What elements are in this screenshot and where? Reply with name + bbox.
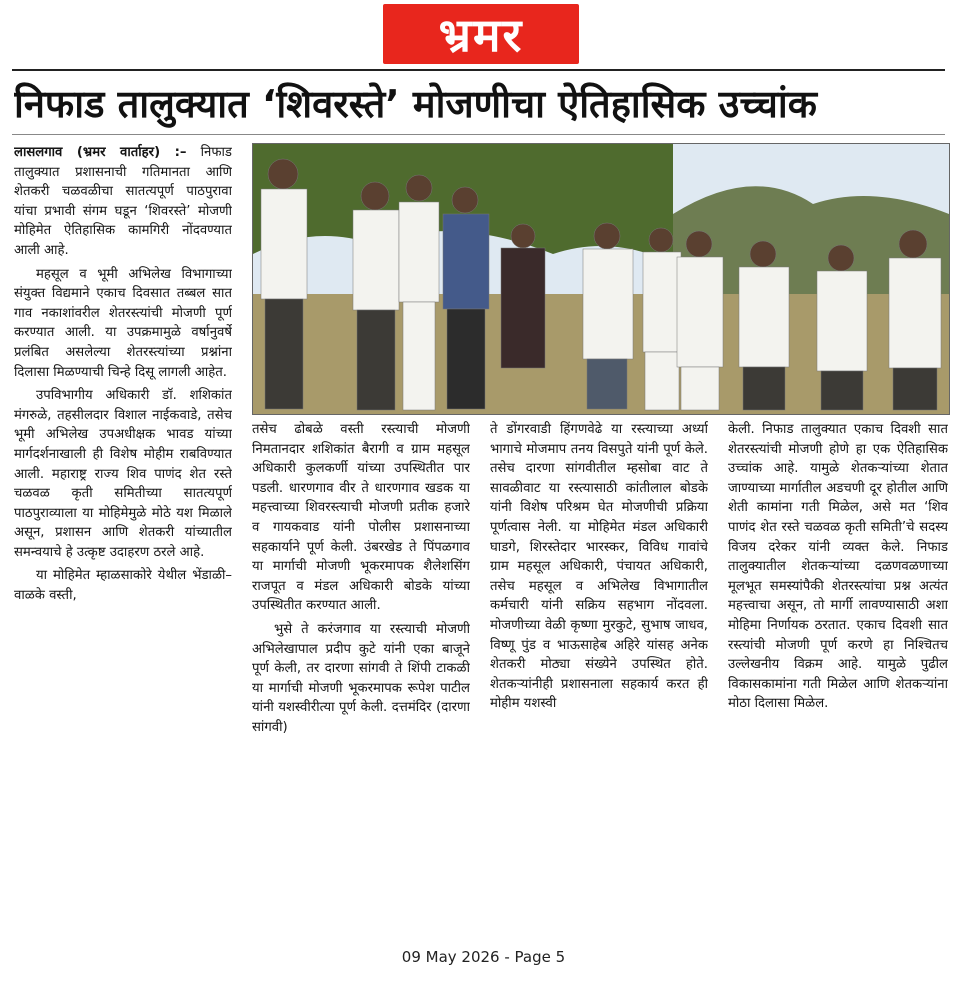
article-column-1 <box>14 143 232 918</box>
article-paragraph: महसूल व भूमी अभिलेख विभागाच्या संयुक्त विद्यमाने एकाच दिवसात तब्बल सात गाव नकाशांवरील शेतरस्त्यांची मोजणी पूर्ण करण्यात आली. या उपक्रमामुळे वर्षानुवर्षे प्रलंबित असलेल्या शेतरस्त्यांच्या प्रश्नांना दिलासा मिळण्याची चिन्हे दिसू लागली आहेत. <box>14 266 232 380</box>
person-figure <box>643 228 681 410</box>
person-figure <box>353 182 399 410</box>
headline-rule <box>12 134 945 135</box>
article-photo-group-of-farmers-and-officials <box>252 143 950 415</box>
person-figure <box>443 187 489 409</box>
person-figure <box>583 223 633 409</box>
top-rule <box>12 69 945 71</box>
article-paragraph: तसेच ढोबळे वस्ती रस्त्याची मोजणी निमतानदार शशिकांत बैरागी व ग्राम महसूल अधिकारी कुलकर्णी यांच्या उपस्थितीत पार पडली. धारणगाव वीर ते धारणगाव खडक या महत्त्वाच्या शिवरस्त्याची मोजणी प्रतीक हजारे व गायकवाड यांनी पोलीस प्रशासनाच्या सहकार्याने पूर्ण केली. उंबरखेड ते पिंपळगाव या मार्गाची मोजणी भूकरमापक शैलेशसिंग राजपूत व मंडल अधिकारी बोडके यांच्या उपस्थितीत करण्यात आली. <box>252 422 470 614</box>
page-footer: 09 May 2026 - Page 5 <box>401 948 566 966</box>
article-column-2 <box>252 420 470 918</box>
article-headline: निफाड तालुक्यात ‘शिवरस्ते’ मोजणीचा ऐतिहासिक उच्चांक <box>14 82 817 126</box>
person-figure <box>261 159 307 409</box>
article-column-3 <box>490 420 708 918</box>
article-paragraph: ते डोंगरवाडी हिंगणवेढे या रस्त्याच्या अर्ध्या भागाचे मोजमाप तनय विसपुते यांनी पूर्ण केले. तसेच दारणा सांगवीतील म्हसोबा वाट ते सावळीवाट या रस्त्यासाठी कांतीलाल बोडके यांनी विशेष परिश्रम घेत मोजणीची प्रक्रिया पूर्णत्वास नेली. या मोहिमेत मंडल अधिकारी घाडगे, शिरस्तेदार भारस्कर, विविध गावांचे ग्राम महसूल अधिकारी, पंचायत अधिकारी, तसेच महसूल व अभिलेख विभागातील कर्मचारी यांनी सक्रिय सहभाग नोंदवला. मोजणीच्या वेळी कृष्णा मुरकुटे, सुभाष जाधव, विष्णू पुंड व भाऊसाहेब अहिरे यांसह अनेक शेतकरी मोठ्या संख्येने उपस्थित होते. शेतकऱ्यांनीही प्रशासनाला सहकार्य करत ही मोहीम यशस्वी <box>490 422 708 712</box>
article-paragraph: केली. निफाड तालुक्यात एकाच दिवशी सात शेतरस्त्यांची मोजणी होणे हा एक ऐतिहासिक उच्चांक आहे. यामुळे शेतकऱ्यांच्या शेतात जाण्याच्या मार्गातील अडचणी दूर होतील आणि शेती कामांना गती मिळेल, असे मत ‘शिव पाणंद शेत रस्ते चळवळ कृती समिती’चे सदस्य विजय दरेकर यांनी व्यक्त केले. निफाड तालुक्यातील शेतकऱ्यांच्या दळणवळणाच्या मूलभूत समस्यांपैकी शेतरस्त्यांचा प्रश्न अत्यंत महत्त्वाचा असून, तो मार्गी लावण्यासाठी अशा मोहिमा निर्णायक ठरतात. एकाच दिवशी सात रस्त्यांची मोजणी पूर्ण करणे हा निश्चितच उल्लेखनीय विक्रम आहे. यामुळे पुढील विकासकामांना गती मिळेल आणि शेतकऱ्यांना मोठा दिलासा मिळेल. <box>728 422 948 712</box>
article-dateline: लासलगाव (भ्रमर वार्ताहर) :– <box>14 145 187 160</box>
paragraph-text: निफाड तालुक्यात प्रशासनाची गतिमानता आणि शेतकरी चळवळीचा सातत्यपूर्ण पाठपुरावा यांचा प्रभावी संगम घडून ‘शिवरस्ते’ मोजणी मोहिमेत ऐतिहासिक कामगिरी नोंदवण्यात आली आहे. <box>14 145 232 258</box>
photo-illustration <box>253 144 949 414</box>
person-figure <box>399 175 439 410</box>
newspaper-masthead-logo <box>383 4 579 64</box>
person-figure <box>677 231 723 410</box>
article-paragraph: उपविभागीय अधिकारी डॉ. शशिकांत मंगरुळे, तहसीलदार विशाल नाईकवाडे, तसेच भूमी अभिलेख उपअधीक्षक भावड यांच्या मार्गदर्शनाखाली ही विशेष मोहीम राबविण्यात आली. महाराष्ट्र राज्य शिव पाणंद शेत रस्ते चळवळ कृती समितीच्या सातत्यपूर्ण पाठपुराव्याला या मोहिमेमुळे मोठे यश मिळाले असून, प्रशासन आणि शेतकरी यांच्यातील समन्वयाचे हे उत्कृष्ट उदाहरण ठरले आहे. <box>14 388 232 560</box>
article-paragraph <box>14 143 232 261</box>
article-paragraph: या मोहिमेत म्हाळसाकोरे येथील भेंडाळी–वाळके वस्ती, <box>14 568 232 604</box>
article-column-4 <box>728 420 948 918</box>
masthead-title: भ्रमर <box>438 8 524 62</box>
article-paragraph: भुसे ते करंजगाव या रस्त्याची मोजणी अभिलेखापाल प्रदीप कुटे यांनी एका बाजूने पूर्ण केली, तर दारणा सांगवी ते शिंपी टाकळी या मार्गाची मोजणी भूकरमापक रूपेश पाटील यांनी यशस्वीरीत्या पूर्ण केली. दत्तमंदिर (दारणा सांगवी) <box>252 621 470 735</box>
